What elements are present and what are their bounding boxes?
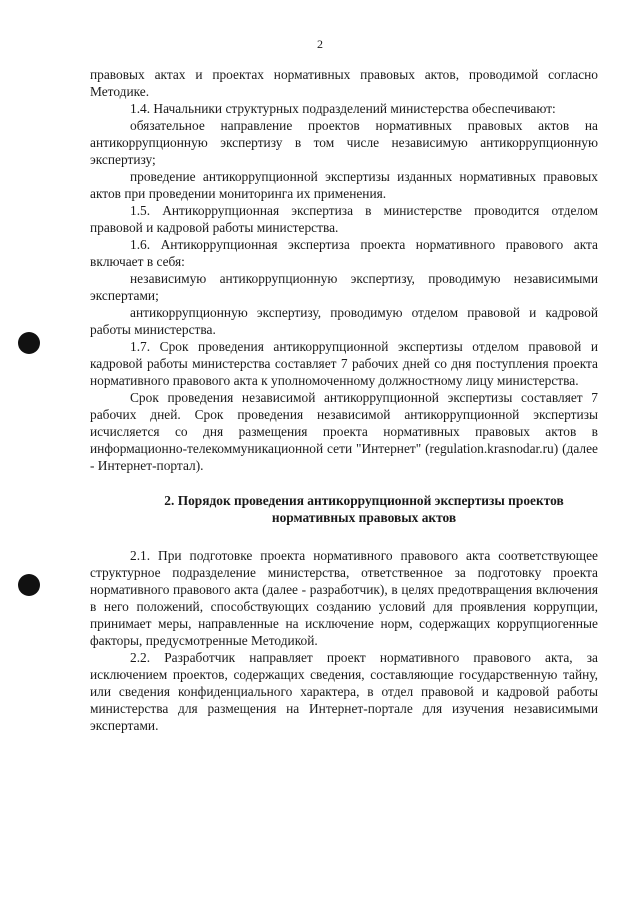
section-2-paragraphs bbox=[90, 547, 598, 734]
paragraph: 1.5. Антикоррупционная экспертиза в министерстве проводится отделом правовой и кадровой работы министерства. bbox=[90, 203, 598, 235]
paragraph: правовых актах и проектах нормативных правовых актов, проводимой согласно Методике. bbox=[90, 67, 598, 99]
paragraph: 1.6. Антикоррупционная экспертиза проекта нормативного правового акта включает в себя: bbox=[90, 237, 598, 269]
punch-hole-mark bbox=[18, 332, 40, 354]
section-1-paragraphs bbox=[90, 66, 598, 474]
paragraph: 1.4. Начальники структурных подразделений министерства обеспечивают: bbox=[130, 101, 556, 116]
paragraph: обязательное направление проектов нормативных правовых актов на антикоррупционную экспертизу в том числе независимую антикоррупционную экспертизу; bbox=[90, 118, 598, 167]
paragraph: 1.7. Срок проведения антикоррупционной экспертизы отделом правовой и кадровой работы министерства составляет 7 рабочих дней со дня поступления проекта нормативного правового акта к уполномоченному должностному лицу министерства. bbox=[90, 339, 598, 388]
paragraph: антикоррупционную экспертизу, проводимую отделом правовой и кадровой работы министерства. bbox=[90, 305, 598, 337]
paragraph: 2.1. При подготовке проекта нормативного правового акта соответствующее структурное подразделение министерства, ответственное за подготовку проекта нормативного правового акта (далее - разработчик), в целях предотвращения включения в него положений, способствующих созданию условий для проявления коррупции, принимает меры, направленные на исключение норм, содержащих коррупциогенные факторы, предусмотренные Методикой. bbox=[90, 548, 598, 648]
paragraph: проведение антикоррупционной экспертизы изданных нормативных правовых актов при проведении мониторинга их применения. bbox=[90, 169, 598, 201]
page-number: 2 bbox=[317, 37, 323, 51]
paragraph: 2.2. Разработчик направляет проект нормативного правового акта, за исключением проектов, содержащих сведения, составляющие государственную тайну, или сведения конфиденциального характера, в отдел правовой и кадровой работы министерства для размещения на Интернет-портале для изучения независимыми экспертами. bbox=[90, 650, 598, 733]
paragraph: Срок проведения независимой антикоррупционной экспертизы составляет 7 рабочих дней. Срок проведения независимой антикоррупционной экспертизы исчисляется со дня размещения проекта нормативных правовых актов в информационно-телекоммуникационной сети "Интернет" (regulation.krasnodar.ru) (далее - Интернет-портал). bbox=[90, 390, 598, 473]
document-body bbox=[90, 66, 598, 734]
section-title: 2. Порядок проведения антикоррупционной экспертизы проектов нормативных правовых актов bbox=[164, 493, 564, 525]
paragraph: независимую антикоррупционную экспертизу, проводимую независимыми экспертами; bbox=[90, 271, 598, 303]
punch-hole-mark bbox=[18, 574, 40, 596]
